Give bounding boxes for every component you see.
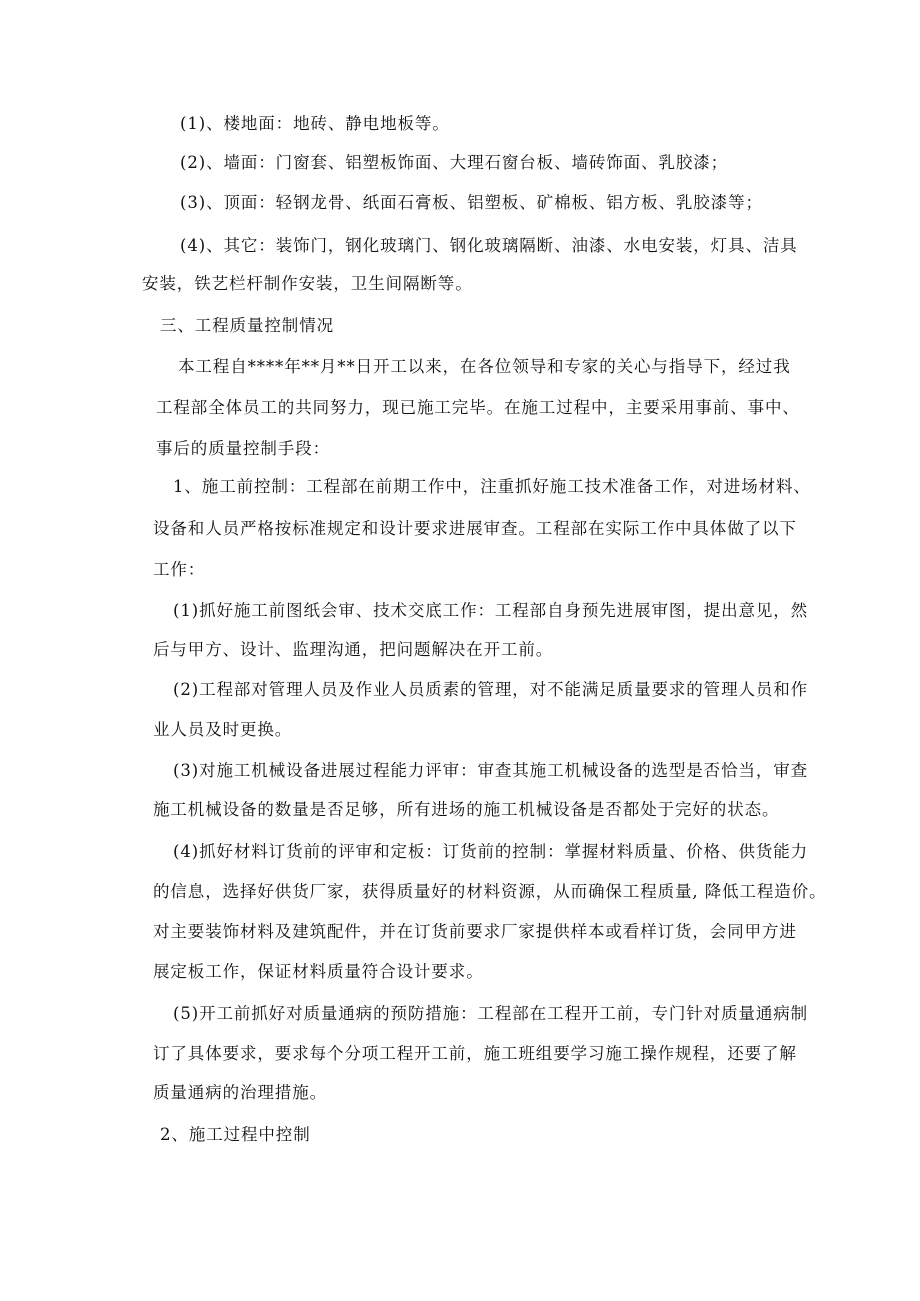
item-3: (3)、顶面：轻钢龙骨、纸面石膏板、铝塑板、矿棉板、铝方板、乳胶漆等； [180,193,763,212]
p5-line-1: (5)开工前抓好对质量通病的预防措施：工程部在工程开工前，专门针对质量通病制 [173,1004,809,1023]
sub1-line-1: 1、施工前控制：工程部在前期工作中，注重抓好施工技术准备工作，对进场材料、 [173,477,811,496]
item-4-line-2: 安装，铁艺栏杆制作安装，卫生间隔断等。 [142,274,473,293]
intro-line-2: 工程部全体员工的共同努力，现已施工完毕。在施工过程中，主要采用事前、事中、 [156,398,800,417]
p4-line-2: 的信息，选择好供货厂家，获得质量好的材料资源，从而确保工程质量, 降低工程造价。 [153,882,827,901]
p5-line-3: 质量通病的治理措施。 [153,1083,327,1102]
item-2: (2)、墙面：门窗套、铝塑板饰面、大理石窗台板、墙砖饰面、乳胶漆； [180,153,729,172]
p4-line-4: 展定板工作，保证材料质量符合设计要求。 [153,962,484,981]
p4-line-1: (4)抓好材料订货前的评审和定板：订货前的控制：掌握材料质量、价格、供货能力 [173,842,809,861]
p2-line-1: (2)工程部对管理人员及作业人员质素的管理，对不能满足质量要求的管理人员和作 [173,680,809,699]
item-4-line-1: (4)、其它：装饰门，钢化玻璃门、钢化玻璃隔断、油漆、水电安装，灯具、洁具 [180,236,798,255]
intro-line-1: 本工程自****年**月**日开工以来，在各位领导和专家的关心与指导下，经过我 [178,357,791,376]
sub2-heading: 2、施工过程中控制 [160,1125,311,1144]
sub1-line-3: 工作： [153,560,206,579]
p1-line-1: (1)抓好施工前图纸会审、技术交底工作：工程部自身预先进展审图，提出意见，然 [173,601,809,620]
intro-line-3: 事后的质量控制手段： [156,439,330,458]
sub1-line-2: 设备和人员严格按标准规定和设计要求进展审查。工程部在实际工作中具体做了以下 [153,519,797,538]
item-1: (1)、楼地面：地砖、静电地板等。 [180,114,450,133]
p1-line-2: 后与甲方、设计、监理沟通，把问题解决在开工前。 [153,640,554,659]
p2-line-2: 业人员及时更换。 [153,720,293,739]
section-3-heading: 三、工程质量控制情况 [160,316,334,335]
p5-line-2: 订了具体要求，要求每个分项工程开工前，施工班组要学习施工操作规程，还要了解 [153,1044,797,1063]
p3-line-2: 施工机械设备的数量是否足够，所有进场的施工机械设备是否都处于完好的状态。 [153,800,780,819]
p4-line-3: 对主要装饰材料及建筑配件，并在订货前要求厂家提供样本或看样订货，会同甲方进 [153,922,797,941]
p3-line-1: (3)对施工机械设备进展过程能力评审：审查其施工机械设备的选型是否恰当，审查 [173,761,809,780]
